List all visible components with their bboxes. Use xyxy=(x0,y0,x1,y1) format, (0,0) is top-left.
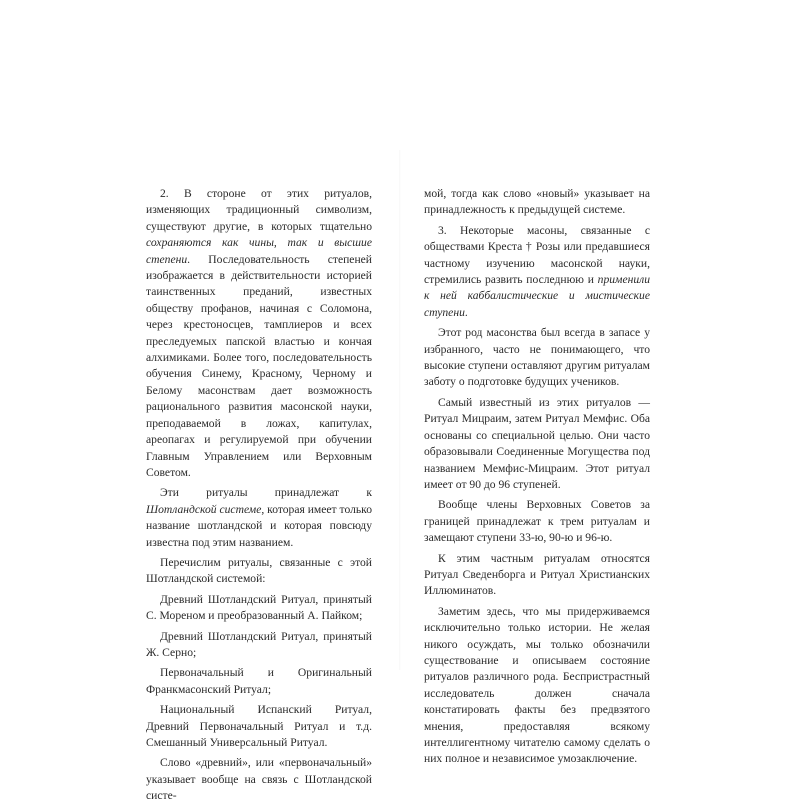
paragraph xyxy=(146,755,372,804)
text: . xyxy=(464,305,468,319)
text: Древний Шотландский Ритуал, принятый Ж. Серно; xyxy=(146,629,372,659)
text: , которая имеет только название шотландской и которая повсюду известна под этим названием. xyxy=(146,502,372,549)
right-page xyxy=(424,186,650,772)
paragraph xyxy=(146,555,372,588)
left-page xyxy=(146,186,372,809)
italic-text: Шотландской системе xyxy=(146,502,262,516)
text: . Последовательность степеней изображается в действительности историей таинственных преданий, известных обществу профанов, начиная с Соломона, через крестоносцев, тамплиеров и всех преследуемых папской властью и кончая алхимиками. Более того, последовательность обучения Синему, Красному, Черному и Белому масонствам дает возможность рационального развития масонской науки, преподаваемой в ложах, капитулах, ареопагах и регулируемой при обучении Главным Управлением или Верховным Советом. xyxy=(146,252,372,479)
paragraph xyxy=(146,629,372,662)
paragraph xyxy=(146,485,372,551)
text: Этот род масонства был всегда в запасе у избранного, часто не понимающего, что высокие ступени оставляют другим ритуалам заботу о подготовке будущих учеников. xyxy=(424,326,650,389)
text: К этим частным ритуалам относятся Ритуал Сведенборга и Ритуал Христианских Иллюминатов. xyxy=(424,551,650,598)
paragraph xyxy=(424,551,650,600)
text: Первоначальный и Оригинальный Франкмасонский Ритуал; xyxy=(146,666,372,696)
paragraph xyxy=(424,604,650,768)
paragraph xyxy=(424,497,650,546)
text: Вообще члены Верховных Советов за границей принадлежат к трем ритуалам и замещают ступени 33-ю, 90-ю и 96-ю. xyxy=(424,498,650,545)
text: Перечислим ритуалы, связанные с этой Шотландской системой: xyxy=(146,555,372,586)
text: 3. Некоторые масоны, связанные с обществами Креста † Розы или предавшиеся частному изучению масонской науки, стремились развить последнюю и xyxy=(424,223,650,287)
paragraph xyxy=(146,702,372,751)
book-gutter xyxy=(399,150,401,670)
italic-text: сохраняются как чины, так и высшие степени xyxy=(146,236,372,266)
paragraph xyxy=(146,665,372,698)
text: Национальный Испанский Ритуал, Древний Первоначальный Ритуал и т.д. Смешанный Универсальный Ритуал. xyxy=(146,703,372,749)
text: Самый известный из этих ритуалов — Ритуал Мицраим, затем Ритуал Мемфис. Оба основаны со специальной целью. Они часто образовывали Соединенные Могущества под названием Мемфис-Мицраим. Этот ритуал имеет от 90 до 96 ступеней. xyxy=(424,395,650,491)
paragraph xyxy=(146,592,372,625)
paragraph xyxy=(424,186,650,219)
paragraph xyxy=(424,395,650,493)
paragraph xyxy=(146,186,372,481)
text: 2. В стороне от этих ритуалов, изменяющих традиционный символизм, существуют другие, в которых тщательно xyxy=(146,187,372,233)
text: мой, тогда как слово «новый» указывает на принадлежность к предыдущей системе. xyxy=(424,187,650,217)
paragraph xyxy=(424,223,650,321)
text: Древний Шотландский Ритуал, принятый С. Мореном и преобразованный А. Пайком; xyxy=(146,592,372,623)
text: Эти ритуалы принадлежат к xyxy=(160,486,372,500)
text: Слово «древний», или «первоначальный» указывает вообще на связь с Шотландской систе- xyxy=(146,756,372,803)
italic-text: применили к ней каббалистические и мистические ступени xyxy=(424,273,650,319)
text: Заметим здесь, что мы придерживаемся исключительно только истории. Не желая никого осуждать, мы только обозначили существование и описываем состояние ритуалов различного рода. Беспристрастный исследователь должен сначала констатировать факты без предвзятого мнения, предоставляя всякому интеллигентному читателю самому сделать о них полное и независимое умозаключение. xyxy=(424,604,650,766)
paragraph xyxy=(424,325,650,391)
